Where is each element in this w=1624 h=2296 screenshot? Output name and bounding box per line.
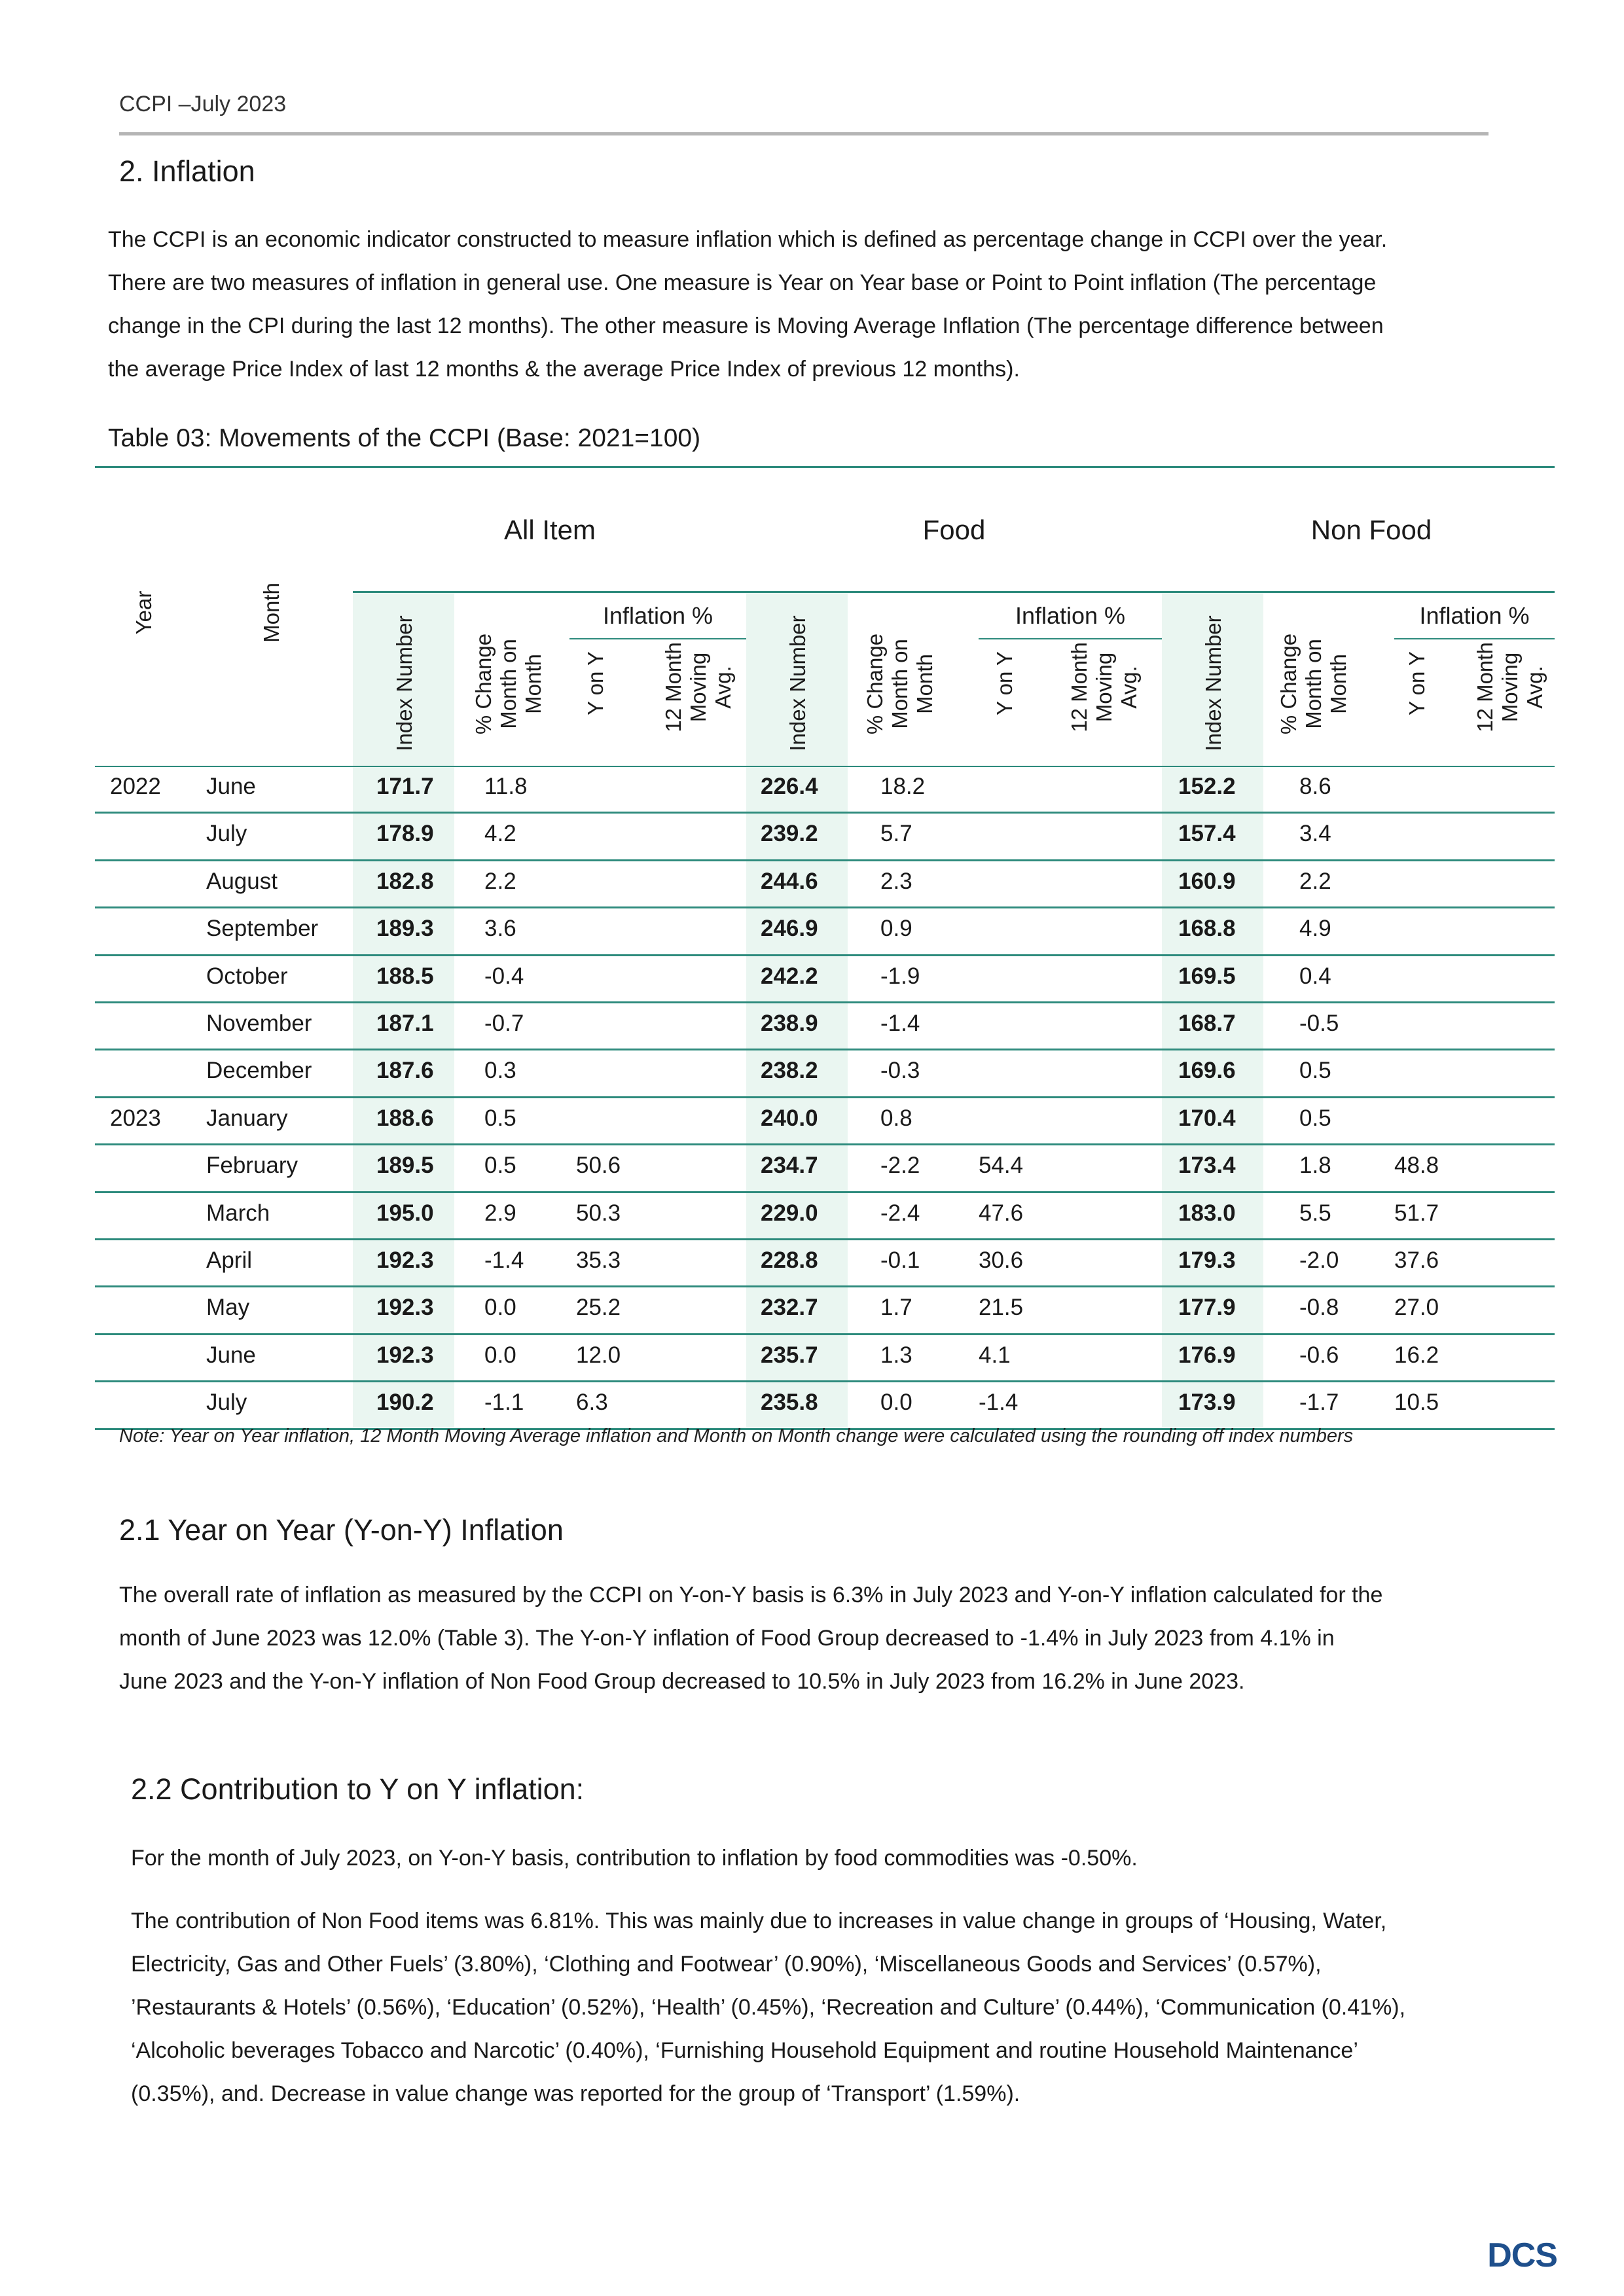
paragraph-line: month of June 2023 was 12.0% (Table 3). The Y-on-Y inflation of Food Group decreased to -1.4% in July 2023 from 4.1% in xyxy=(119,1626,1335,1651)
cell-all-yony: 12.0 xyxy=(576,1342,621,1368)
section-paragraph-inflation xyxy=(108,218,1489,391)
cell-all-change: 0.5 xyxy=(484,1105,516,1131)
cell-food-change: 5.7 xyxy=(880,821,912,847)
cell-nonfood-change: -1.7 xyxy=(1299,1390,1339,1416)
cell-month: November xyxy=(206,1011,312,1036)
cell-month: January xyxy=(206,1105,288,1131)
section-paragraph-food-contribution: For the month of July 2023, on Y-on-Y basis, contribution to inflation by food commodities was -0.50%. xyxy=(131,1846,1138,1871)
section-paragraph-nonfood-contribution xyxy=(131,1899,1489,2115)
cell-food-change: 18.2 xyxy=(880,774,926,799)
cell-nonfood-change: 8.6 xyxy=(1299,774,1331,799)
cell-food-change: 1.3 xyxy=(880,1342,912,1368)
row-divider xyxy=(95,954,1555,956)
cell-all-change: 0.3 xyxy=(484,1058,516,1084)
cell-month: April xyxy=(206,1247,253,1273)
cell-month: October xyxy=(206,963,288,989)
cell-all-index: 187.6 xyxy=(376,1058,434,1084)
row-divider xyxy=(95,1096,1555,1098)
cell-nonfood-index: 170.4 xyxy=(1178,1105,1236,1131)
cell-nonfood-yony: 10.5 xyxy=(1394,1390,1439,1416)
cell-food-index: 238.9 xyxy=(761,1011,818,1036)
cell-food-index: 235.7 xyxy=(761,1342,818,1368)
cell-year: 2023 xyxy=(110,1105,161,1131)
cell-all-yony: 50.6 xyxy=(576,1153,621,1179)
group-rule-food xyxy=(746,591,1162,593)
cell-nonfood-change: 2.2 xyxy=(1299,868,1331,894)
row-divider xyxy=(95,1049,1555,1050)
col-header-yony-nonfood: Y on Y xyxy=(1405,651,1429,715)
cell-food-index: 242.2 xyxy=(761,963,818,989)
cell-all-yony: 35.3 xyxy=(576,1247,621,1273)
page-header-title: CCPI –July 2023 xyxy=(119,92,287,117)
col-header-moving-nonfood: 12 Month Moving Avg. xyxy=(1473,642,1547,732)
group-rule-all-item xyxy=(353,591,746,593)
cell-food-yony: 4.1 xyxy=(979,1342,1011,1368)
paragraph-line: The contribution of Non Food items was 6.81%. This was mainly due to increases in value change in groups of ‘Housing, Water, xyxy=(131,1909,1387,1933)
cell-all-index: 195.0 xyxy=(376,1200,434,1226)
row-divider xyxy=(95,1285,1555,1287)
group-header-food: Food xyxy=(922,514,986,545)
section-heading-contribution: 2.2 Contribution to Y on Y inflation: xyxy=(131,1772,585,1806)
cell-nonfood-index: 168.7 xyxy=(1178,1011,1236,1036)
cell-all-index: 178.9 xyxy=(376,821,434,847)
paragraph-line: ’Restaurants & Hotels’ (0.56%), ‘Education’ (0.52%), ‘Health’ (0.45%), ‘Recreation and Culture’ (0.44%), ‘Communication (0.41%), xyxy=(131,1995,1406,2020)
section-paragraph-yony xyxy=(119,1573,1489,1703)
row-divider xyxy=(95,812,1555,814)
cell-nonfood-yony: 51.7 xyxy=(1394,1200,1439,1226)
cell-food-yony: 21.5 xyxy=(979,1295,1024,1321)
cell-nonfood-index: 160.9 xyxy=(1178,868,1236,894)
cell-all-change: -1.4 xyxy=(484,1247,524,1273)
table-note: Note: Year on Year inflation, 12 Month Moving Average inflation and Month on Month change were calculated using the rounding off index numbers xyxy=(119,1426,1354,1446)
cell-all-change: -1.1 xyxy=(484,1390,524,1416)
inflation-header-food: Inflation % xyxy=(1015,602,1126,629)
cell-all-index: 187.1 xyxy=(376,1011,434,1036)
row-divider xyxy=(95,859,1555,861)
row-divider xyxy=(95,1001,1555,1003)
cell-nonfood-yony: 37.6 xyxy=(1394,1247,1439,1273)
cell-month: December xyxy=(206,1058,312,1084)
cell-food-index: 232.7 xyxy=(761,1295,818,1321)
cell-month: August xyxy=(206,868,278,894)
dcs-logo: DCS xyxy=(1487,2236,1557,2274)
cell-food-change: -2.2 xyxy=(880,1153,920,1179)
row-divider xyxy=(95,1191,1555,1193)
cell-food-yony: 54.4 xyxy=(979,1153,1024,1179)
cell-nonfood-change: -0.8 xyxy=(1299,1295,1339,1321)
paragraph-line: June 2023 and the Y-on-Y inflation of Non Food Group decreased to 10.5% in July 2023 from 16.2% in June 2023. xyxy=(119,1669,1245,1694)
cell-food-index: 238.2 xyxy=(761,1058,818,1084)
cell-nonfood-index: 177.9 xyxy=(1178,1295,1236,1321)
cell-nonfood-change: 4.9 xyxy=(1299,916,1331,942)
group-header-all-item: All Item xyxy=(503,514,596,545)
cell-all-change: 3.6 xyxy=(484,916,516,942)
row-divider xyxy=(95,1380,1555,1382)
section-heading-inflation: 2. Inflation xyxy=(119,154,255,188)
paragraph-line: There are two measures of inflation in general use. One measure is Year on Year base or Point to Point inflation (The percentage xyxy=(108,270,1377,295)
cell-all-index: 171.7 xyxy=(376,774,434,799)
col-header-index-all: Index Number xyxy=(392,615,416,751)
cell-nonfood-yony: 27.0 xyxy=(1394,1295,1439,1321)
cell-food-index: 240.0 xyxy=(761,1105,818,1131)
col-header-moving-food: 12 Month Moving Avg. xyxy=(1067,642,1141,732)
cell-nonfood-index: 179.3 xyxy=(1178,1247,1236,1273)
cell-month: February xyxy=(206,1153,298,1179)
cell-food-index: 234.7 xyxy=(761,1153,818,1179)
cell-all-change: 4.2 xyxy=(484,821,516,847)
header-divider xyxy=(119,132,1489,135)
cell-nonfood-index: 173.9 xyxy=(1178,1390,1236,1416)
col-header-index-food: Index Number xyxy=(785,615,810,751)
inflation-header-all-item: Inflation % xyxy=(602,602,713,629)
cell-nonfood-change: 0.5 xyxy=(1299,1105,1331,1131)
col-header-index-nonfood: Index Number xyxy=(1201,615,1225,751)
paragraph-line: The CCPI is an economic indicator constructed to measure inflation which is defined as percentage change in CCPI over the year. xyxy=(108,227,1388,252)
cell-all-index: 188.5 xyxy=(376,963,434,989)
cell-all-change: -0.7 xyxy=(484,1011,524,1036)
cell-month: September xyxy=(206,916,319,942)
cell-food-change: 2.3 xyxy=(880,868,912,894)
cell-food-index: 235.8 xyxy=(761,1390,818,1416)
cell-food-yony: -1.4 xyxy=(979,1390,1019,1416)
paragraph-line: Electricity, Gas and Other Fuels’ (3.80%), ‘Clothing and Footwear’ (0.90%), ‘Miscellaneous Goods and Services’ (0.57%), xyxy=(131,1952,1322,1977)
cell-food-change: 0.0 xyxy=(880,1390,912,1416)
row-divider xyxy=(95,1238,1555,1240)
cell-food-change: -1.9 xyxy=(880,963,920,989)
cell-food-index: 226.4 xyxy=(761,774,818,799)
cell-all-index: 182.8 xyxy=(376,868,434,894)
cell-food-index: 229.0 xyxy=(761,1200,818,1226)
cell-all-index: 189.3 xyxy=(376,916,434,942)
cell-nonfood-change: -2.0 xyxy=(1299,1247,1339,1273)
cell-food-change: -2.4 xyxy=(880,1200,920,1226)
cell-food-index: 228.8 xyxy=(761,1247,818,1273)
cell-month: June xyxy=(206,774,256,799)
cell-nonfood-index: 152.2 xyxy=(1178,774,1236,799)
cell-nonfood-index: 183.0 xyxy=(1178,1200,1236,1226)
cell-all-change: 2.9 xyxy=(484,1200,516,1226)
cell-nonfood-index: 176.9 xyxy=(1178,1342,1236,1368)
cell-month: March xyxy=(206,1200,270,1226)
paragraph-line: the average Price Index of last 12 months & the average Price Index of previous 12 months). xyxy=(108,357,1020,382)
cell-all-change: 0.5 xyxy=(484,1153,516,1179)
cell-all-change: 11.8 xyxy=(484,774,528,799)
cell-food-change: 0.9 xyxy=(880,916,912,942)
cell-food-change: -0.3 xyxy=(880,1058,920,1084)
cell-all-index: 190.2 xyxy=(376,1390,434,1416)
cell-nonfood-index: 168.8 xyxy=(1178,916,1236,942)
cell-food-change: -1.4 xyxy=(880,1011,920,1036)
cell-food-index: 239.2 xyxy=(761,821,818,847)
row-divider xyxy=(95,1143,1555,1145)
col-header-change-all: % Change Month on Month xyxy=(471,633,545,735)
cell-nonfood-yony: 48.8 xyxy=(1394,1153,1439,1179)
cell-all-change: 2.2 xyxy=(484,868,516,894)
cell-food-yony: 30.6 xyxy=(979,1247,1024,1273)
cell-month: July xyxy=(206,821,247,847)
cell-year: 2022 xyxy=(110,774,161,799)
inflation-header-non-food: Inflation % xyxy=(1419,602,1530,629)
cell-nonfood-change: 0.4 xyxy=(1299,963,1331,989)
paragraph-line: ‘Alcoholic beverages Tobacco and Narcotic’ (0.40%), ‘Furnishing Household Equipment and routine Household Maintenance’ xyxy=(131,2038,1358,2063)
col-header-year: Year xyxy=(132,590,156,635)
paragraph-line: change in the CPI during the last 12 months). The other measure is Moving Average Inflation (The percentage difference between xyxy=(108,314,1384,338)
cell-all-index: 188.6 xyxy=(376,1105,434,1131)
cell-nonfood-index: 169.5 xyxy=(1178,963,1236,989)
cell-all-index: 189.5 xyxy=(376,1153,434,1179)
paragraph-line: (0.35%), and. Decrease in value change was reported for the group of ‘Transport’ (1.59%). xyxy=(131,2081,1020,2106)
cell-nonfood-change: 1.8 xyxy=(1299,1153,1331,1179)
cell-all-change: -0.4 xyxy=(484,963,524,989)
table-caption: Table 03: Movements of the CCPI (Base: 2021=100) xyxy=(108,424,701,452)
cell-all-index: 192.3 xyxy=(376,1247,434,1273)
cell-nonfood-change: 5.5 xyxy=(1299,1200,1331,1226)
group-rule-non-food xyxy=(1162,591,1555,593)
cell-nonfood-change: -0.6 xyxy=(1299,1342,1339,1368)
section-heading-yony: 2.1 Year on Year (Y-on-Y) Inflation xyxy=(119,1513,564,1547)
cell-nonfood-change: 0.5 xyxy=(1299,1058,1331,1084)
cell-food-index: 244.6 xyxy=(761,868,818,894)
row-divider xyxy=(95,1333,1555,1335)
col-header-month: Month xyxy=(259,583,283,643)
cell-all-index: 192.3 xyxy=(376,1342,434,1368)
cell-food-yony: 47.6 xyxy=(979,1200,1024,1226)
cell-nonfood-index: 169.6 xyxy=(1178,1058,1236,1084)
cell-all-change: 0.0 xyxy=(484,1342,516,1368)
col-header-change-nonfood: % Change Month on Month xyxy=(1276,633,1350,735)
col-header-yony-all: Y on Y xyxy=(583,651,607,715)
table-top-rule xyxy=(95,466,1555,468)
cell-food-index: 246.9 xyxy=(761,916,818,942)
cell-food-change: 0.8 xyxy=(880,1105,912,1131)
cell-nonfood-index: 157.4 xyxy=(1178,821,1236,847)
group-header-non-food: Non Food xyxy=(1310,514,1432,545)
cell-month: May xyxy=(206,1295,250,1321)
cell-nonfood-change: -0.5 xyxy=(1299,1011,1339,1036)
cell-all-change: 0.0 xyxy=(484,1295,516,1321)
row-divider xyxy=(95,906,1555,908)
cell-nonfood-index: 173.4 xyxy=(1178,1153,1236,1179)
col-header-yony-food: Y on Y xyxy=(992,651,1017,715)
cell-all-yony: 6.3 xyxy=(576,1390,608,1416)
table-header-rule xyxy=(95,766,1555,767)
col-header-change-food: % Change Month on Month xyxy=(863,633,937,735)
cell-food-change: 1.7 xyxy=(880,1295,912,1321)
cell-food-change: -0.1 xyxy=(880,1247,920,1273)
cell-nonfood-yony: 16.2 xyxy=(1394,1342,1439,1368)
cell-all-index: 192.3 xyxy=(376,1295,434,1321)
cell-month: July xyxy=(206,1390,247,1416)
col-header-moving-all: 12 Month Moving Avg. xyxy=(661,642,735,732)
cell-all-yony: 25.2 xyxy=(576,1295,621,1321)
paragraph-line: The overall rate of inflation as measured by the CCPI on Y-on-Y basis is 6.3% in July 2023 and Y-on-Y inflation calculated for the xyxy=(119,1583,1383,1607)
cell-month: June xyxy=(206,1342,256,1368)
cell-nonfood-change: 3.4 xyxy=(1299,821,1331,847)
cell-all-yony: 50.3 xyxy=(576,1200,621,1226)
